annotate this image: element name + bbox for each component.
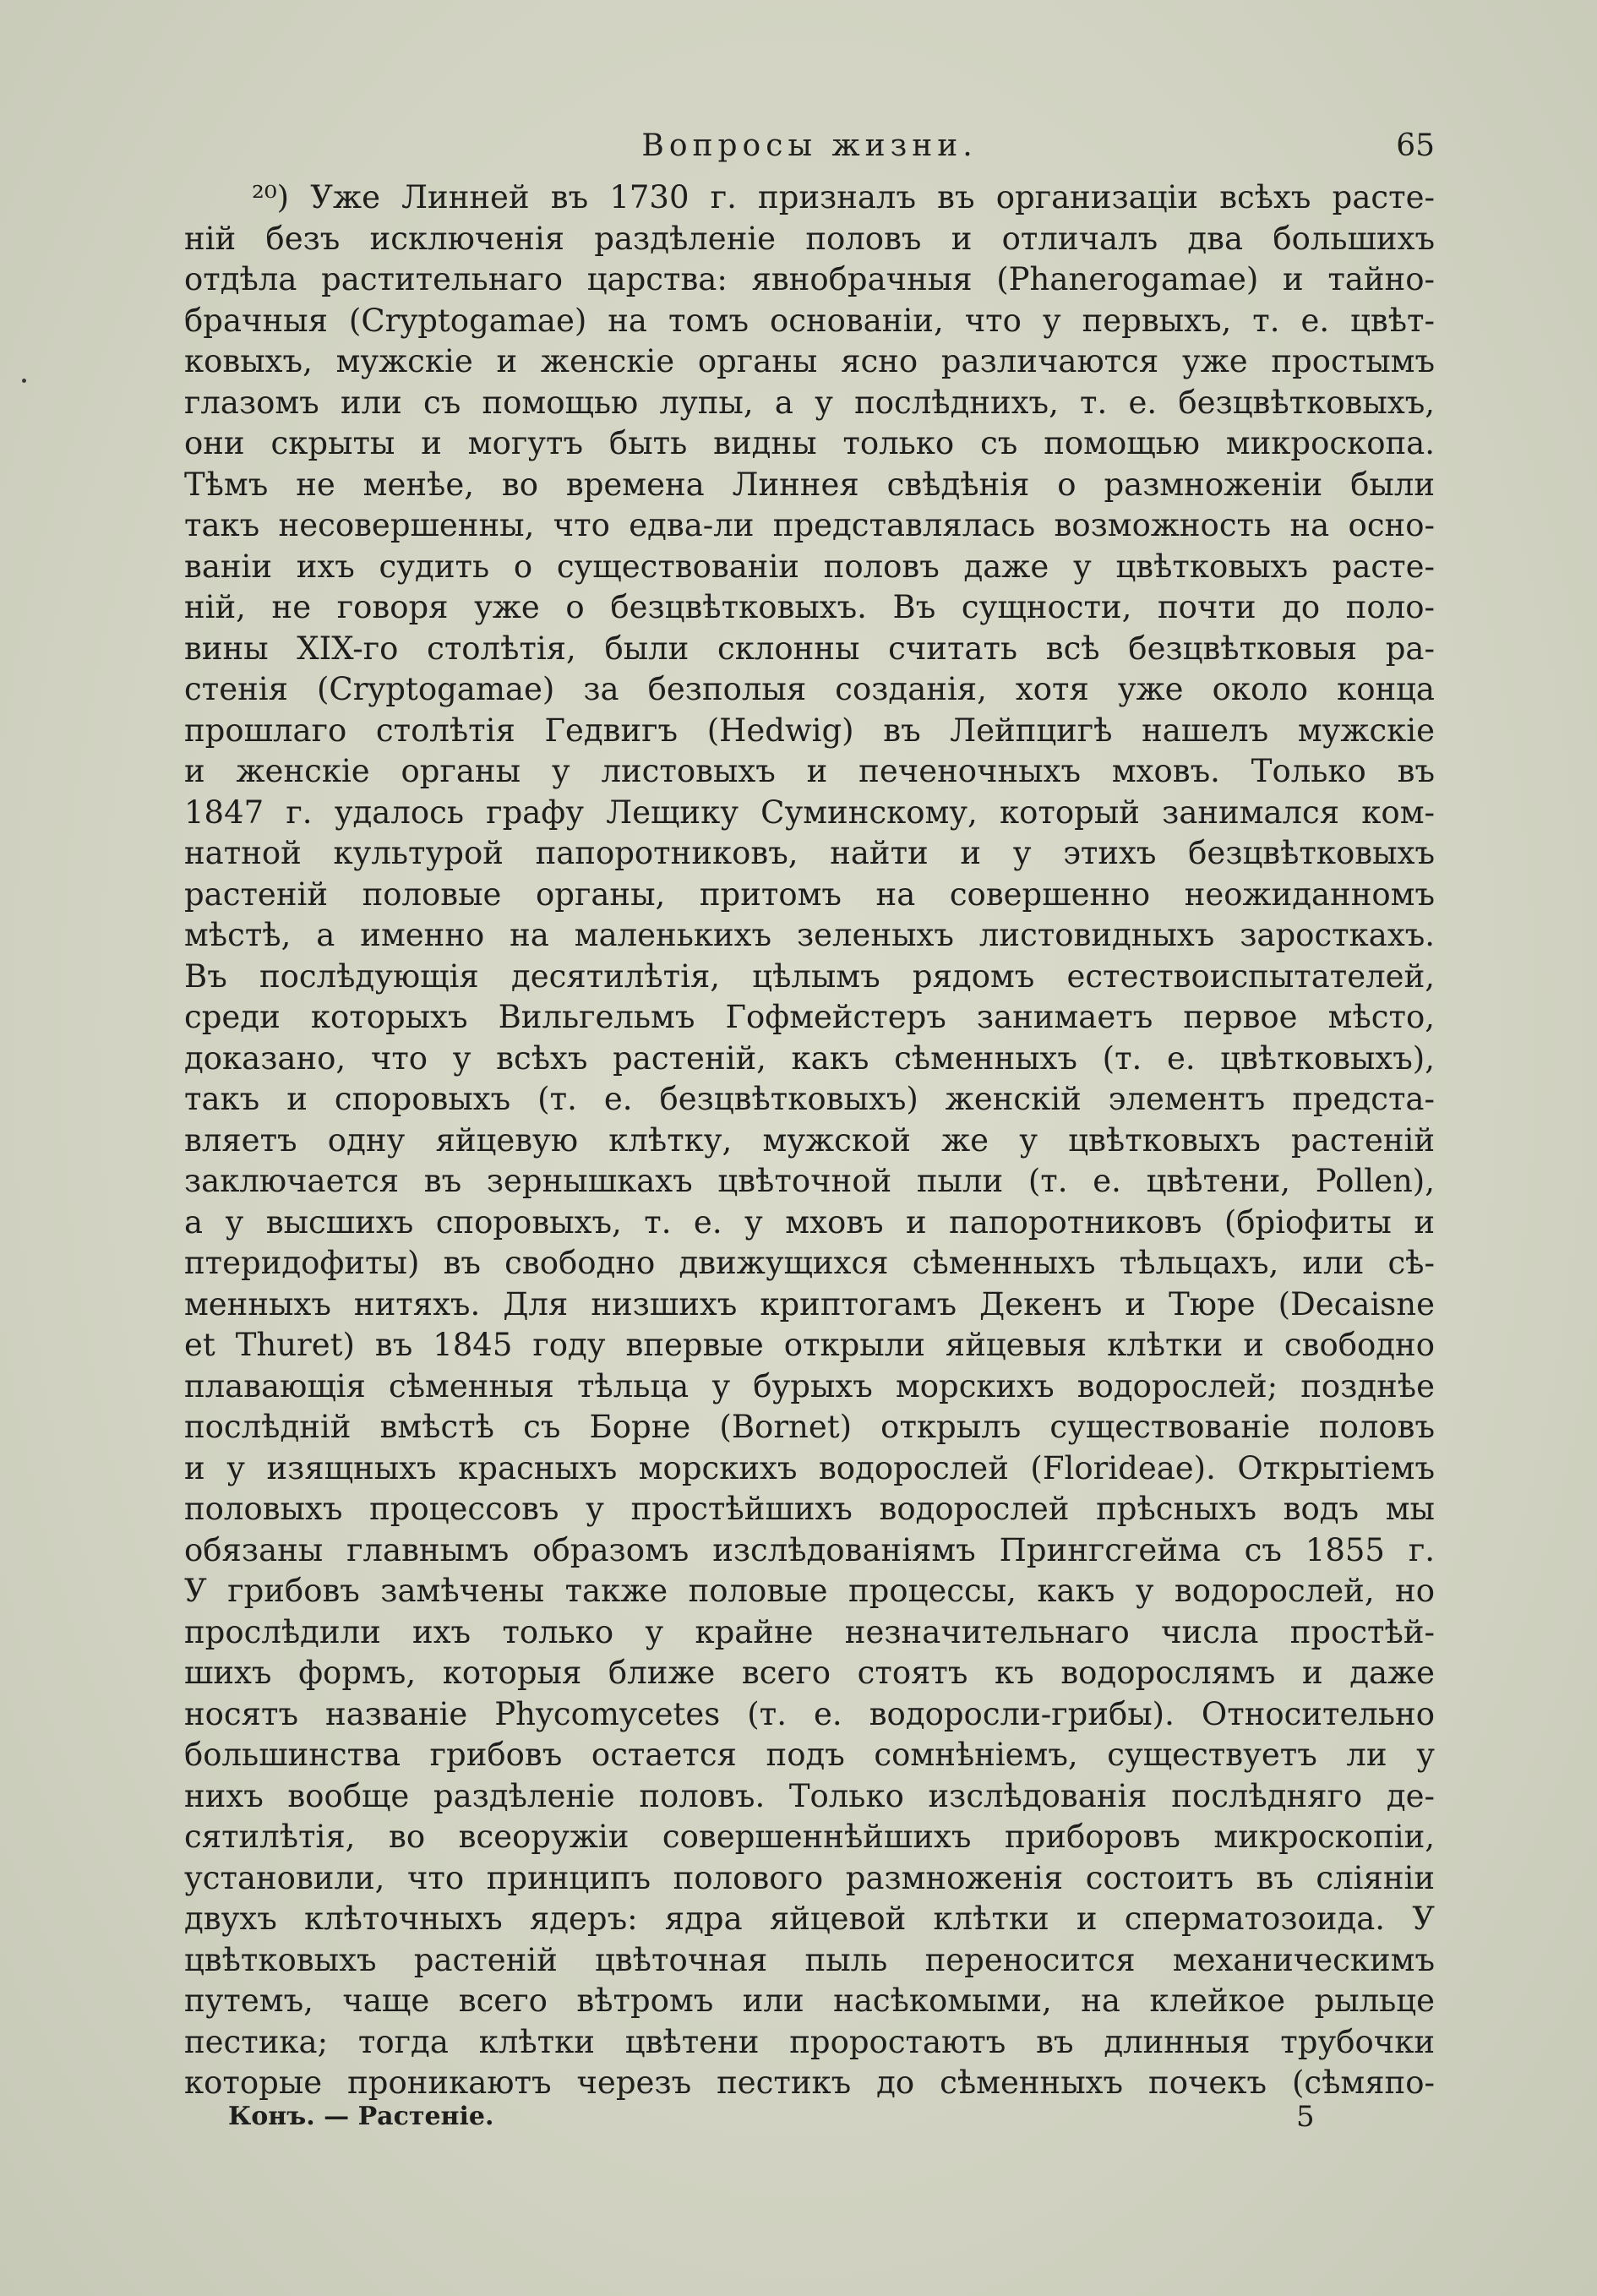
text-line: ²⁰) Уже Линней въ 1730 г. призналъ въ организаціи всѣхъ расте- [252, 179, 1435, 215]
text-line: а у высшихъ споровыхъ, т. е. у мховъ и папоротниковъ (бріофиты и [184, 1203, 1435, 1241]
text-line: вляетъ одну яйцевую клѣтку, мужской же у цвѣтковыхъ растеній [184, 1121, 1435, 1159]
text-line: Тѣмъ не менѣе, во времена Линнея свѣдѣнія о размноженіи были [184, 466, 1435, 503]
text-line: заключается въ зернышкахъ цвѣточной пыли (т. е. цвѣтени, Pollen), [184, 1163, 1435, 1199]
text-line: растеній половые органы, притомъ на совершенно неожиданномъ [184, 875, 1435, 913]
text-line: стенія (Cryptogamae) за безполыя созданія, хотя уже около конца [184, 671, 1435, 707]
text-line: обязаны главнымъ образомъ изслѣдованіямъ Прингсгейма съ 1855 г. [184, 1531, 1435, 1568]
text-line: носятъ названіе Phycomycetes (т. е. водоросли-грибы). Относительно [184, 1695, 1435, 1732]
text-line: сятилѣтія, во всеоружіи совершеннѣйшихъ приборовъ микроскопіи, [184, 1819, 1435, 1855]
text-line: глазомъ или съ помощью лупы, а у послѣднихъ, т. е. безцвѣтковыхъ, [184, 384, 1435, 421]
text-line: мѣстѣ, а именно на маленькихъ зеленыхъ листовидныхъ заросткахъ. [184, 917, 1435, 953]
text-line: et Thuret) въ 1845 году впервые открыли яйцевыя клѣтки и свободно [184, 1327, 1435, 1363]
text-line: среди которыхъ Вильгельмъ Гофмейстеръ занимаетъ первое мѣсто, [184, 999, 1435, 1035]
text-line: путемъ, чаще всего вѣтромъ или насѣкомыми, на клейкое рыльце [184, 1982, 1435, 2019]
text-line: большинства грибовъ остается подъ сомнѣніемъ, существуетъ ли у [184, 1737, 1435, 1773]
text-line: такъ несовершенны, что едва-ли представлялась возможность на осно- [184, 507, 1435, 543]
text-line: цвѣтковыхъ растеній цвѣточная пыль переносится механическимъ [184, 1941, 1435, 1978]
text-line: ваніи ихъ судить о существованіи половъ даже у цвѣтковыхъ расте- [184, 548, 1435, 585]
text-line: и женскіе органы у листовыхъ и печеночныхъ мховъ. Только въ [184, 753, 1435, 789]
text-line: пестика; тогда клѣтки цвѣтени проростаютъ въ длинныя трубочки [184, 2023, 1435, 2060]
running-title: Вопросы жизни. [641, 128, 978, 163]
text-line: прослѣдили ихъ только у крайне незначительнаго числа простѣй- [184, 1613, 1435, 1650]
text-line: двухъ клѣточныхъ ядеръ: ядра яйцевой клѣтки и сперматозоида. У [184, 1901, 1435, 1937]
signature-line: Конъ. — Растеніе. [228, 2102, 494, 2131]
text-line: доказано, что у всѣхъ растеній, какъ сѣменныхъ (т. е. цвѣтковыхъ), [184, 1039, 1435, 1077]
running-head [184, 125, 1435, 167]
text-line: прошлаго столѣтія Гедвигъ (Hedwig) въ Лейпцигѣ нашелъ мужскіе [184, 712, 1435, 749]
text-line: 1847 г. удалось графу Лещику Суминскому, который занимался ком- [184, 794, 1435, 831]
text-line: и у изящныхъ красныхъ морскихъ водорослей (Florideae). Открытіемъ [184, 1449, 1435, 1486]
text-line: менныхъ нитяхъ. Для низшихъ криптогамъ Декенъ и Тюре (Decaisne [184, 1285, 1435, 1323]
text-line: птеридофиты) въ свободно движущихся сѣменныхъ тѣльцахъ, или сѣ- [184, 1245, 1435, 1281]
text-line: плавающія сѣменныя тѣльца у бурыхъ морскихъ водорослей; позднѣе [184, 1367, 1435, 1404]
text-line: такъ и споровыхъ (т. е. безцвѣтковыхъ) женскій элементъ предста- [184, 1081, 1435, 1117]
text-line: натной культурой папоротниковъ, найти и у этихъ безцвѣтковыхъ [184, 835, 1435, 871]
text-line: Въ послѣдующія десятилѣтія, цѣлымъ рядомъ естествоиспытателей, [184, 957, 1435, 995]
page-number: 65 [1396, 128, 1435, 163]
text-line: шихъ формъ, которыя ближе всего стоятъ къ водорослямъ и даже [184, 1655, 1435, 1691]
page-footer [228, 2096, 1327, 2138]
text-line: нихъ вообще раздѣленіе половъ. Только изслѣдованія послѣдняго де- [184, 1777, 1435, 1814]
text-line: ковыхъ, мужскіе и женскіе органы ясно различаются уже простымъ [184, 343, 1435, 379]
text-line: половыхъ процессовъ у простѣйшихъ водорослей прѣсныхъ водъ мы [184, 1491, 1435, 1527]
text-line: ній безъ исключенія раздѣленіе половъ и отличалъ два большихъ [184, 220, 1435, 257]
text-line: установили, что принципъ полового размноженія состоитъ въ сліяніи [184, 1859, 1435, 1896]
text-line: брачныя (Cryptogamae) на томъ основаніи, что у первыхъ, т. е. цвѣт- [184, 302, 1435, 339]
text-line: послѣдній вмѣстѣ съ Борне (Bornet) открылъ существованіе половъ [184, 1409, 1435, 1445]
text-line: У грибовъ замѣчены также половые процессы, какъ у водорослей, но [184, 1573, 1435, 1609]
text-line: отдѣла растительнаго царства: явнобрачныя (Phanerogamae) и тайно- [184, 261, 1435, 297]
sheet-number: 5 [1296, 2100, 1315, 2134]
text-line: вины XIX-го столѣтія, были склонны считать всѣ безцвѣтковыя ра- [184, 630, 1435, 667]
text-line: они скрыты и могутъ быть видны только съ помощью микроскопа. [184, 425, 1435, 461]
text-line: ній, не говоря уже о безцвѣтковыхъ. Въ сущности, почти до поло- [184, 589, 1435, 625]
margin-speck [22, 379, 26, 383]
text-line: которые проникаютъ черезъ пестикъ до сѣменныхъ почекъ (сѣмяпо- [184, 2064, 1435, 2101]
footnote-text [184, 177, 1435, 2104]
